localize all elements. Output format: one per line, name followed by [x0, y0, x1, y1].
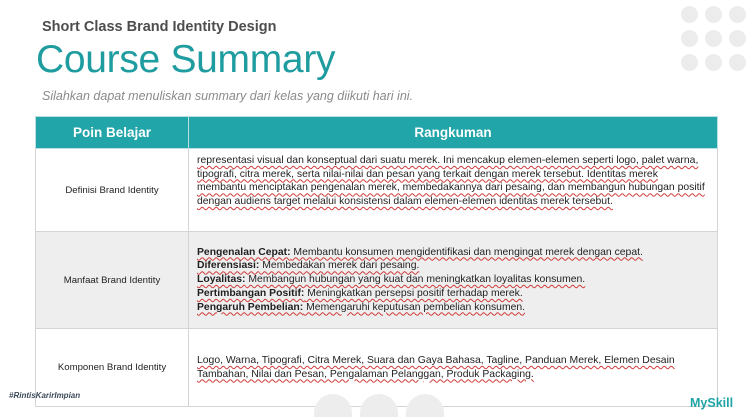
slide-title: Course Summary	[36, 38, 336, 81]
benefit-label: Pengaruh Pembelian:	[197, 301, 304, 313]
benefit-item	[197, 259, 707, 273]
benefit-label: Diferensiasi:	[197, 260, 260, 272]
point-cell: Definisi Brand Identity	[36, 149, 189, 232]
benefit-text: Membedakan merek dari pesaing.	[259, 260, 420, 272]
table-row	[36, 149, 718, 232]
decorative-shapes	[314, 390, 444, 417]
summary-cell	[189, 149, 718, 232]
summary-cell	[189, 329, 718, 407]
benefit-item	[197, 246, 707, 260]
point-cell: Manfaat Brand Identity	[36, 232, 189, 329]
table-header-row	[36, 117, 718, 149]
table-row	[36, 232, 718, 329]
decorative-dot-grid	[677, 3, 746, 73]
benefit-text: Memengaruhi keputusan pembelian konsumen.	[303, 301, 526, 313]
myskill-logo: MySkill	[690, 396, 734, 410]
summary-text: Logo, Warna, Tipografi, Citra Merek, Suara dan Gaya Bahasa, Tagline, Panduan Merek, Elemen Desain Tambahan, Nilai dan Pesan, Pengalaman Pelanggan, Produk Packaging.	[197, 354, 675, 380]
slide-subtitle: Silahkan dapat menuliskan summary dari kelas yang diikuti hari ini.	[42, 89, 414, 103]
benefit-text: Membangun hubungan yang kuat dan meningkatkan loyalitas konsumen.	[245, 274, 586, 286]
column-header-poin: Poin Belajar	[36, 117, 189, 149]
column-header-rangkuman: Rangkuman	[189, 117, 718, 149]
benefit-item	[197, 287, 707, 301]
benefit-text: Membantu konsumen mengidentifikasi dan mengingat merek dengan cepat.	[290, 246, 643, 258]
summary-text: representasi visual dan konseptual dari suatu merek. Ini mencakup elemen-elemen seperti logo, palet warna, tipografi, citra merek, serta nilai-nilai dan pesan yang terkait dengan merek tersebut. Identitas merek membantu menciptakan pengenalan merek, membedakannya dari pesaing, dan membangun hubungan positif dengan audiens target melalui konsistensi dalam elemen-elemen identitas merek tersebut.	[197, 155, 705, 208]
benefit-label: Pertimbangan Positif:	[197, 287, 305, 299]
benefit-item	[197, 273, 707, 287]
summary-table	[35, 116, 718, 407]
point-cell: Komponen Brand Identity	[36, 329, 189, 407]
benefit-label: Loyalitas:	[197, 274, 246, 286]
summary-cell	[189, 232, 718, 329]
slide-kicker: Short Class Brand Identity Design	[42, 19, 277, 35]
benefit-text: Meningkatkan persepsi positif terhadap merek.	[304, 287, 523, 299]
hashtag-text: #RintisKarirImpian	[9, 391, 81, 400]
benefit-item	[197, 301, 707, 315]
benefit-label: Pengenalan Cepat:	[197, 246, 291, 258]
